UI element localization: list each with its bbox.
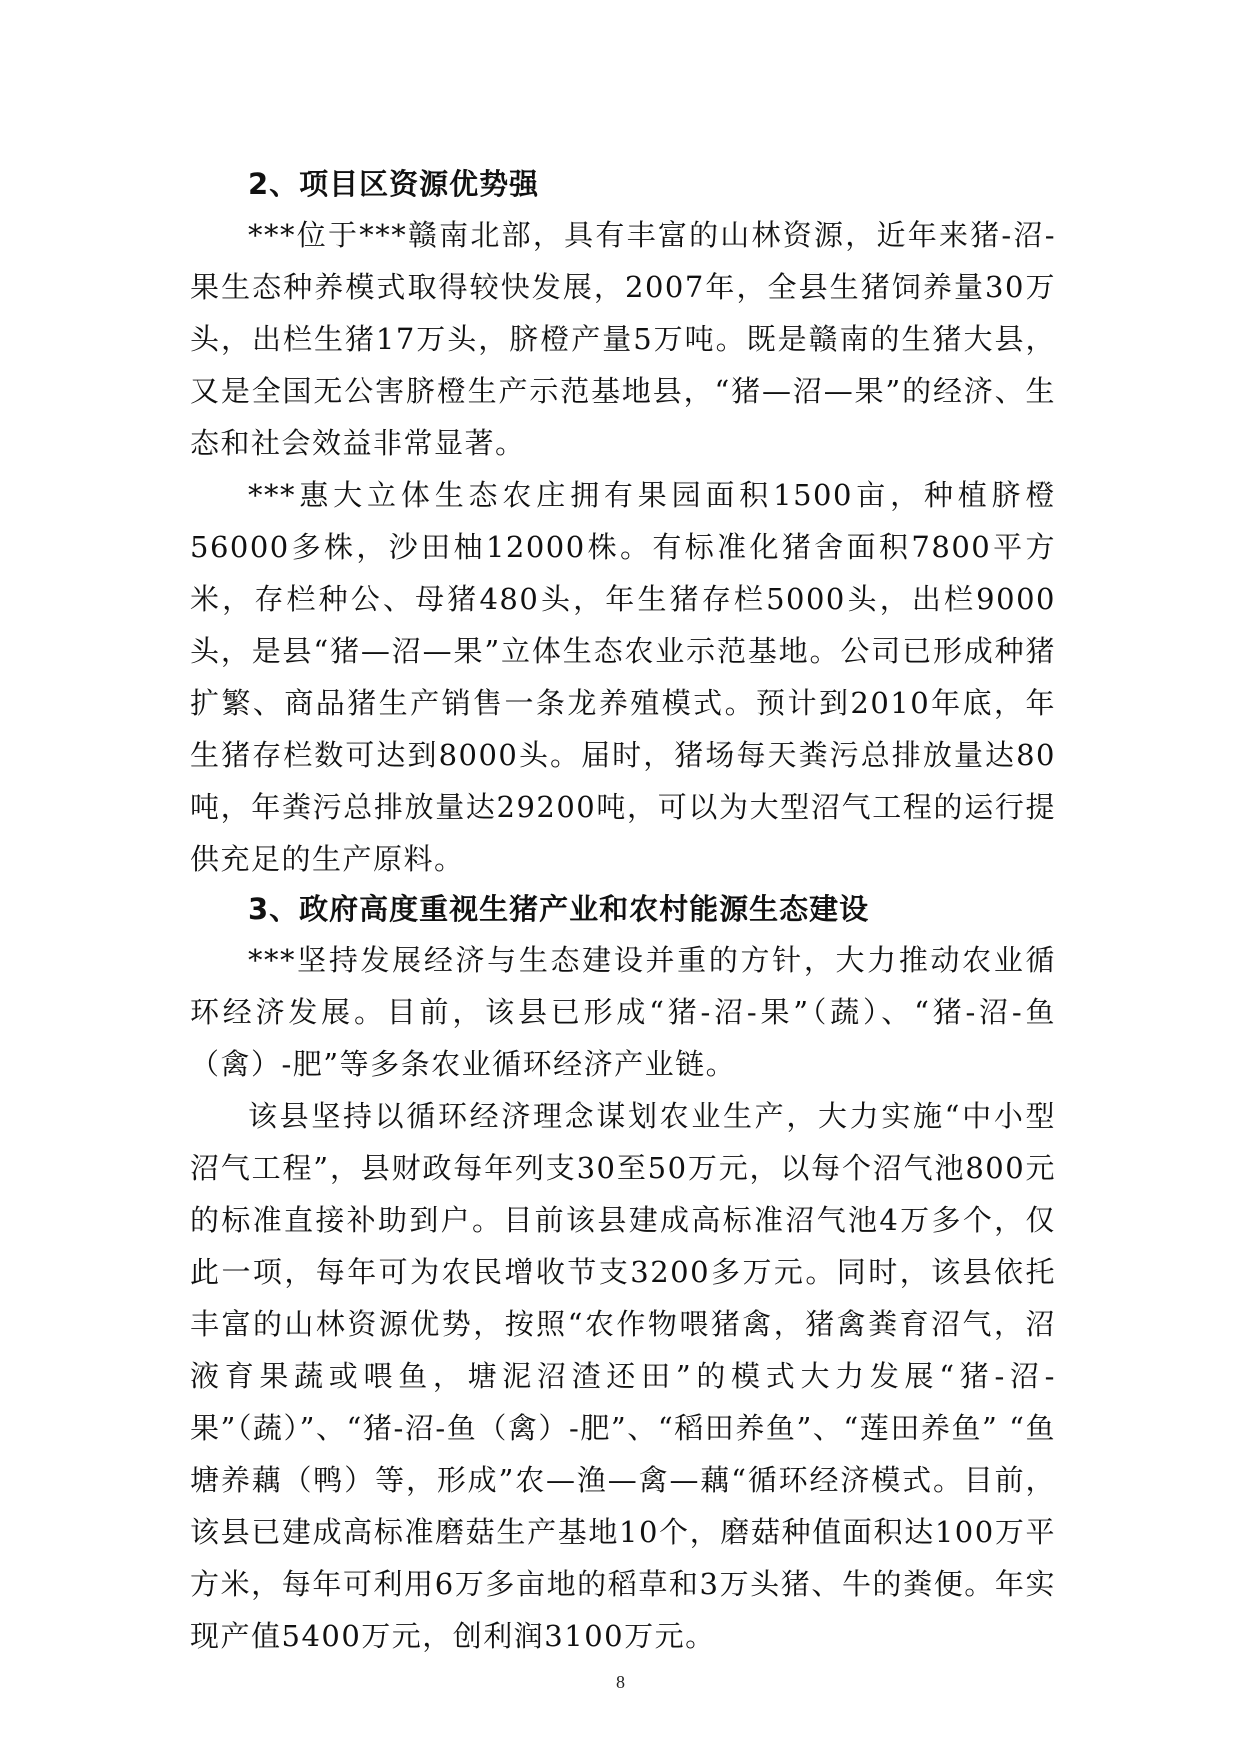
paragraph: 该县坚持以循环经济理念谋划农业生产，大力实施“中小型沼气工程”，县财政每年列支30至50万元，以每个沼气池800元的标准直接补助到户。目前该县建成高标准沼气池4万多个，仅此一项，每年可为农民增收节支3200多万元。同时，该县依托丰富的山林资源优势，按照“农作物喂猪禽，猪禽粪育沼气，沼液育果蔬或喂鱼，塘泥沼渣还田”的模式大力发展“猪-沼-果”（蔬）”、“猪-沼-鱼（禽）-肥”、“稻田养鱼”、“莲田养鱼” “鱼塘养藕（鸭）等，形成”农—渔—禽—藕“循环经济模式。目前，该县已建成高标准磨菇生产基地10个，磨菇种值面积达100万平方米，每年可利用6万多亩地的稻草和3万头猪、牛的粪便。年实现产值5400万元，创利润3100万元。: [190, 1099, 1056, 1653]
paragraph: ***惠大立体生态农庄拥有果园面积1500亩，种植脐橙56000多株，沙田柚12000株。有标准化猪舍面积7800平方米，存栏种公、母猪480头，年生猪存栏5000头，出栏9000头，是县“猪—沼—果”立体生态农业示范基地。公司已形成种猪扩繁、商品猪生产销售一条龙养殖模式。预计到2010年底，年生猪存栏数可达到8000头。届时，猪场每天粪污总排放量达80吨，年粪污总排放量达29200吨，可以为大型沼气工程的运行提供充足的生产原料。: [190, 478, 1056, 876]
section-heading-3: 3、政府高度重视生猪产业和农村能源生态建设: [248, 892, 870, 926]
page-number: 8: [616, 1672, 625, 1692]
paragraph: ***坚持发展经济与生态建设并重的方针，大力推动农业循环经济发展。目前，该县已形成“猪-沼-果”（蔬）、“猪-沼-鱼（禽）-肥”等多条农业循环经济产业链。: [190, 943, 1056, 1081]
paragraph: ***位于***赣南北部，具有丰富的山林资源，近年来猪-沼-果生态种养模式取得较快发展，2007年，全县生猪饲养量30万头，出栏生猪17万头，脐橙产量5万吨。既是赣南的生猪大县，又是全国无公害脐橙生产示范基地县，“猪—沼—果”的经济、生态和社会效益非常显著。: [190, 218, 1056, 460]
page-body: [190, 160, 1056, 1662]
section-heading-2: 2、项目区资源优势强: [248, 167, 540, 201]
